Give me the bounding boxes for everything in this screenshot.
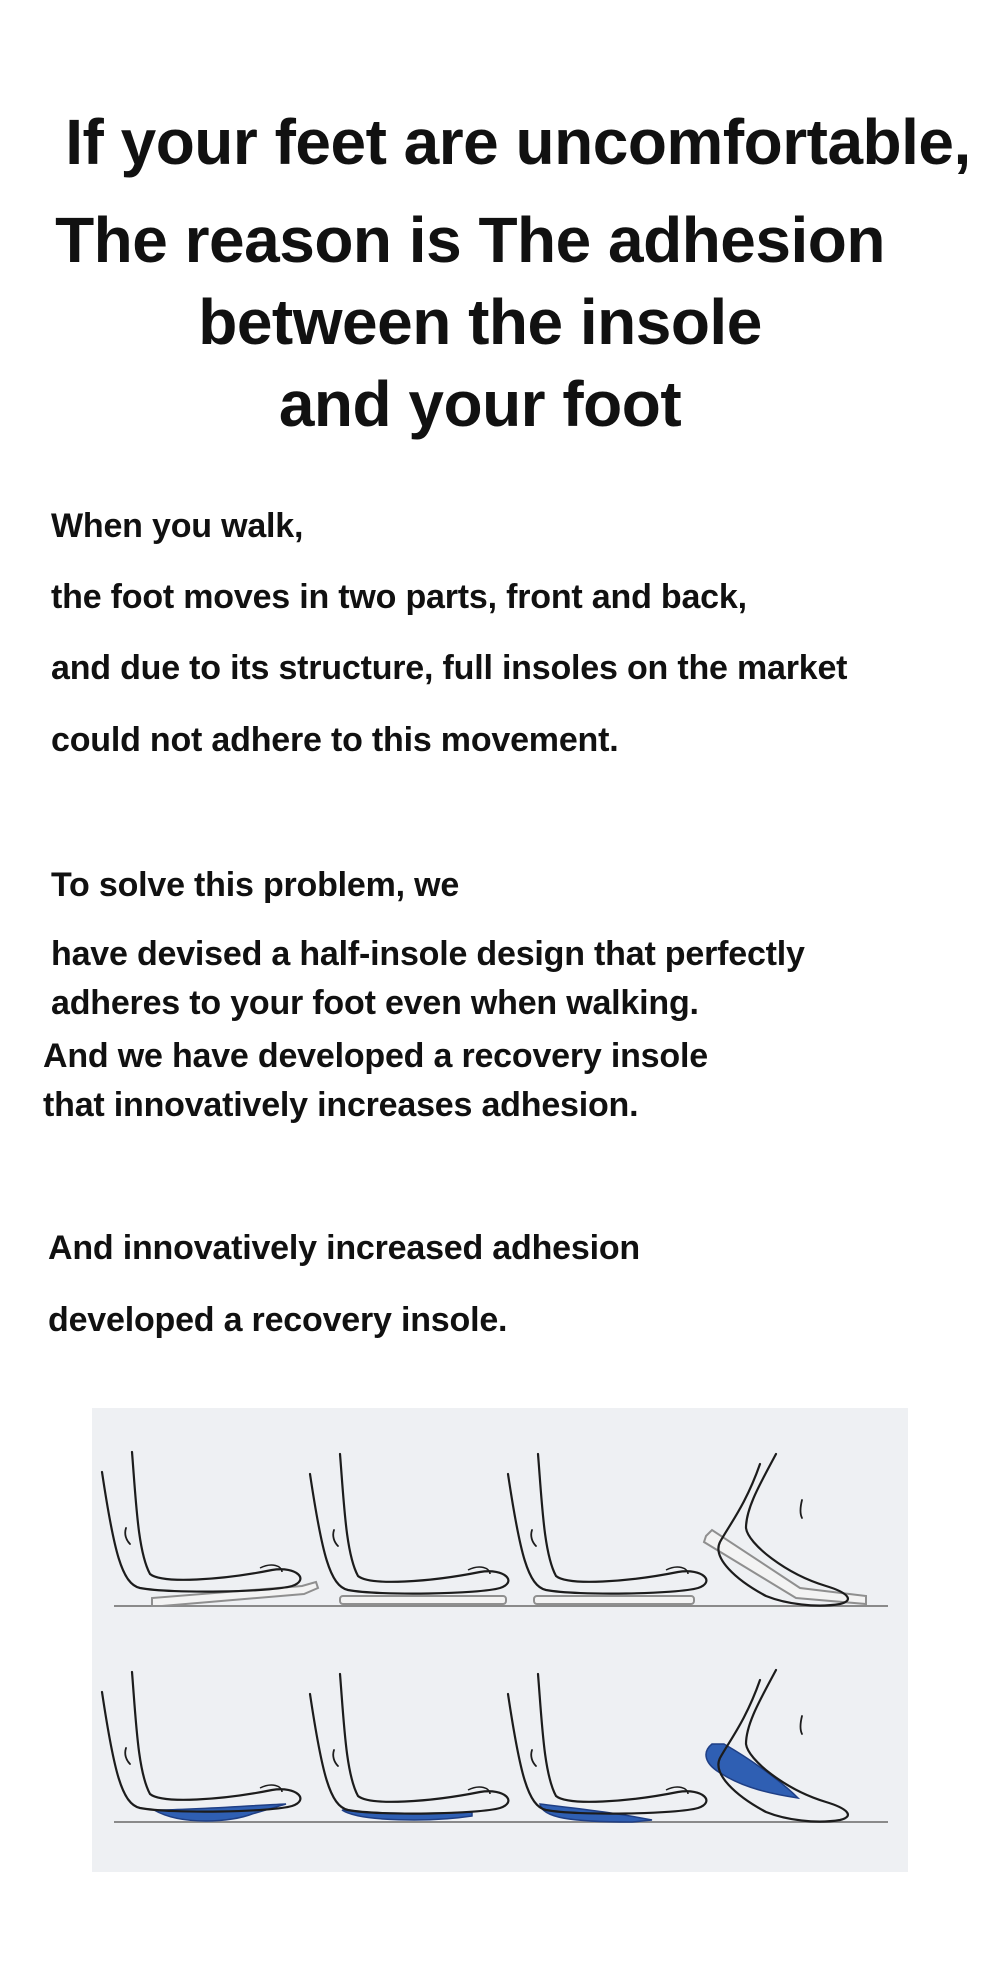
- top-foot-2: [310, 1454, 508, 1604]
- bottom-foot-2: [310, 1674, 508, 1820]
- headline-line-1: If your feet are uncomfortable,: [65, 106, 971, 178]
- paragraph3-line-2: developed a recovery insole.: [48, 1301, 508, 1339]
- top-foot-4: [704, 1454, 866, 1606]
- bottom-foot-1: [102, 1672, 300, 1821]
- paragraph2-line-4: And we have developed a recovery insole: [43, 1037, 708, 1075]
- paragraph1-line-3: and due to its structure, full insoles on the market: [51, 649, 848, 687]
- headline-line-2: The reason is The adhesion: [55, 204, 885, 276]
- top-foot-3: [508, 1454, 706, 1604]
- headline-line-4: and your foot: [278, 368, 682, 440]
- paragraph2-line-1: To solve this problem, we: [51, 866, 460, 904]
- paragraph2-line-5: that innovatively increases adhesion.: [43, 1086, 639, 1124]
- paragraph2-line-2: have devised a half-insole design that perfectly: [51, 935, 805, 973]
- paragraph1-line-1: When you walk,: [51, 507, 304, 545]
- paragraph1-line-4: could not adhere to this movement.: [51, 721, 619, 759]
- paragraph3-line-1: And innovatively increased adhesion: [48, 1229, 640, 1267]
- walking-feet-illustration: [92, 1408, 908, 1872]
- top-foot-1: [102, 1452, 318, 1606]
- paragraph2-line-3: adheres to your foot even when walking.: [51, 984, 699, 1022]
- headline-line-3: between the insole: [198, 286, 762, 358]
- bottom-foot-3: [508, 1674, 706, 1822]
- bottom-foot-4: [706, 1670, 848, 1822]
- paragraph1-line-2: the foot moves in two parts, front and back,: [51, 578, 747, 616]
